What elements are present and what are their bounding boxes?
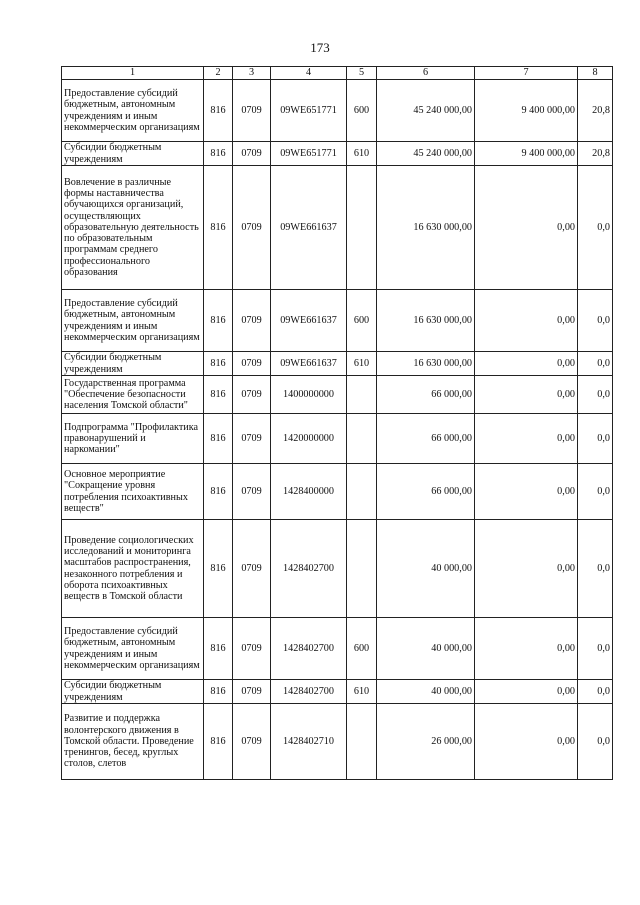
- row-section-cell: 0709: [233, 618, 271, 680]
- row-type-cell: [347, 704, 377, 780]
- row-type-cell: [347, 414, 377, 464]
- row-target-cell: 1428402700: [271, 618, 347, 680]
- row-sum2-cell: 0,00: [475, 680, 578, 704]
- column-header: 2: [204, 67, 233, 80]
- row-percent-cell: 0,0: [578, 166, 613, 290]
- row-sum2-cell: 0,00: [475, 166, 578, 290]
- row-target-cell: 1428400000: [271, 464, 347, 520]
- row-section-cell: 0709: [233, 376, 271, 414]
- table-row: [62, 80, 613, 142]
- row-code-cell: 816: [204, 680, 233, 704]
- page-number: 173: [310, 40, 330, 55]
- row-section-cell: 0709: [233, 352, 271, 376]
- row-name-cell: Субсидии бюджетным учреждениям: [62, 352, 204, 376]
- row-percent-cell: 0,0: [578, 618, 613, 680]
- row-sum-cell: 16 630 000,00: [377, 290, 475, 352]
- row-percent-cell: 0,0: [578, 376, 613, 414]
- row-code-cell: 816: [204, 80, 233, 142]
- row-code-cell: 816: [204, 464, 233, 520]
- row-code-cell: 816: [204, 290, 233, 352]
- row-code-cell: 816: [204, 142, 233, 166]
- row-percent-cell: 20,8: [578, 80, 613, 142]
- row-section-cell: 0709: [233, 704, 271, 780]
- row-type-cell: 600: [347, 618, 377, 680]
- row-type-cell: 610: [347, 680, 377, 704]
- row-name-cell: Проведение социологических исследований и мониторинга масштабов распространения, незаконного потребления и оборота психоактивных веществ в Томской области: [62, 520, 204, 618]
- column-header: 8: [578, 67, 613, 80]
- row-name-cell: Субсидии бюджетным учреждениям: [62, 680, 204, 704]
- row-target-cell: 09WE651771: [271, 142, 347, 166]
- row-sum-cell: 16 630 000,00: [377, 352, 475, 376]
- row-code-cell: 816: [204, 376, 233, 414]
- row-target-cell: 09WE661637: [271, 352, 347, 376]
- row-name-cell: Предоставление субсидий бюджетным, автономным учреждениям и иным некоммерческим организациям: [62, 290, 204, 352]
- row-sum2-cell: 0,00: [475, 520, 578, 618]
- row-sum2-cell: 0,00: [475, 414, 578, 464]
- row-code-cell: 816: [204, 618, 233, 680]
- row-percent-cell: 0,0: [578, 290, 613, 352]
- row-target-cell: 1428402700: [271, 680, 347, 704]
- row-target-cell: 1420000000: [271, 414, 347, 464]
- budget-table: [61, 66, 613, 780]
- row-sum2-cell: 0,00: [475, 464, 578, 520]
- row-name-cell: Вовлечение в различные формы наставничества обучающихся организаций, осуществляющих образовательную деятельность по образовательным программам среднего профессионального образования: [62, 166, 204, 290]
- row-type-cell: 610: [347, 142, 377, 166]
- row-percent-cell: 0,0: [578, 680, 613, 704]
- row-sum-cell: 45 240 000,00: [377, 80, 475, 142]
- table-row: [62, 520, 613, 618]
- row-percent-cell: 0,0: [578, 414, 613, 464]
- row-code-cell: 816: [204, 520, 233, 618]
- row-sum-cell: 66 000,00: [377, 464, 475, 520]
- table-row: [62, 376, 613, 414]
- row-section-cell: 0709: [233, 80, 271, 142]
- row-target-cell: 1428402700: [271, 520, 347, 618]
- row-name-cell: Подпрограмма "Профилактика правонарушений и наркомании": [62, 414, 204, 464]
- row-type-cell: [347, 376, 377, 414]
- row-type-cell: [347, 166, 377, 290]
- row-type-cell: [347, 464, 377, 520]
- table-row: [62, 680, 613, 704]
- row-sum2-cell: 9 400 000,00: [475, 142, 578, 166]
- row-type-cell: 600: [347, 290, 377, 352]
- table-row: [62, 704, 613, 780]
- table-row: [62, 166, 613, 290]
- row-target-cell: 1400000000: [271, 376, 347, 414]
- row-sum2-cell: 0,00: [475, 376, 578, 414]
- row-target-cell: 1428402710: [271, 704, 347, 780]
- row-type-cell: 600: [347, 80, 377, 142]
- row-percent-cell: 20,8: [578, 142, 613, 166]
- row-sum2-cell: 0,00: [475, 618, 578, 680]
- column-header: 1: [62, 67, 204, 80]
- row-sum-cell: 66 000,00: [377, 414, 475, 464]
- row-name-cell: Предоставление субсидий бюджетным, автономным учреждениям и иным некоммерческим организациям: [62, 80, 204, 142]
- row-sum-cell: 45 240 000,00: [377, 142, 475, 166]
- row-percent-cell: 0,0: [578, 704, 613, 780]
- table-row: [62, 142, 613, 166]
- row-code-cell: 816: [204, 166, 233, 290]
- row-sum2-cell: 0,00: [475, 290, 578, 352]
- row-type-cell: 610: [347, 352, 377, 376]
- row-section-cell: 0709: [233, 166, 271, 290]
- row-section-cell: 0709: [233, 142, 271, 166]
- column-header: 7: [475, 67, 578, 80]
- row-target-cell: 09WE661637: [271, 166, 347, 290]
- table-row: [62, 290, 613, 352]
- row-name-cell: Государственная программа "Обеспечение безопасности населения Томской области": [62, 376, 204, 414]
- column-header: 6: [377, 67, 475, 80]
- table-row: [62, 414, 613, 464]
- row-section-cell: 0709: [233, 520, 271, 618]
- row-sum-cell: 16 630 000,00: [377, 166, 475, 290]
- row-code-cell: 816: [204, 352, 233, 376]
- row-target-cell: 09WE661637: [271, 290, 347, 352]
- row-code-cell: 816: [204, 414, 233, 464]
- column-header: 3: [233, 67, 271, 80]
- row-section-cell: 0709: [233, 414, 271, 464]
- row-percent-cell: 0,0: [578, 352, 613, 376]
- table-row: [62, 618, 613, 680]
- row-sum-cell: 40 000,00: [377, 618, 475, 680]
- row-type-cell: [347, 520, 377, 618]
- row-target-cell: 09WE651771: [271, 80, 347, 142]
- row-sum-cell: 40 000,00: [377, 680, 475, 704]
- column-header: 5: [347, 67, 377, 80]
- row-section-cell: 0709: [233, 464, 271, 520]
- row-code-cell: 816: [204, 704, 233, 780]
- row-sum-cell: 26 000,00: [377, 704, 475, 780]
- row-sum2-cell: 0,00: [475, 704, 578, 780]
- row-name-cell: Развитие и поддержка волонтерского движения в Томской области. Проведение тренингов, бесед, круглых столов, слетов: [62, 704, 204, 780]
- row-section-cell: 0709: [233, 290, 271, 352]
- row-sum2-cell: 9 400 000,00: [475, 80, 578, 142]
- row-section-cell: 0709: [233, 680, 271, 704]
- row-name-cell: Предоставление субсидий бюджетным, автономным учреждениям и иным некоммерческим организациям: [62, 618, 204, 680]
- row-sum-cell: 66 000,00: [377, 376, 475, 414]
- column-header: 4: [271, 67, 347, 80]
- row-sum2-cell: 0,00: [475, 352, 578, 376]
- table-row: [62, 464, 613, 520]
- row-sum-cell: 40 000,00: [377, 520, 475, 618]
- row-percent-cell: 0,0: [578, 464, 613, 520]
- row-name-cell: Субсидии бюджетным учреждениям: [62, 142, 204, 166]
- header-row: [62, 67, 613, 80]
- row-percent-cell: 0,0: [578, 520, 613, 618]
- table-row: [62, 352, 613, 376]
- row-name-cell: Основное мероприятие "Сокращение уровня потребления психоактивных веществ": [62, 464, 204, 520]
